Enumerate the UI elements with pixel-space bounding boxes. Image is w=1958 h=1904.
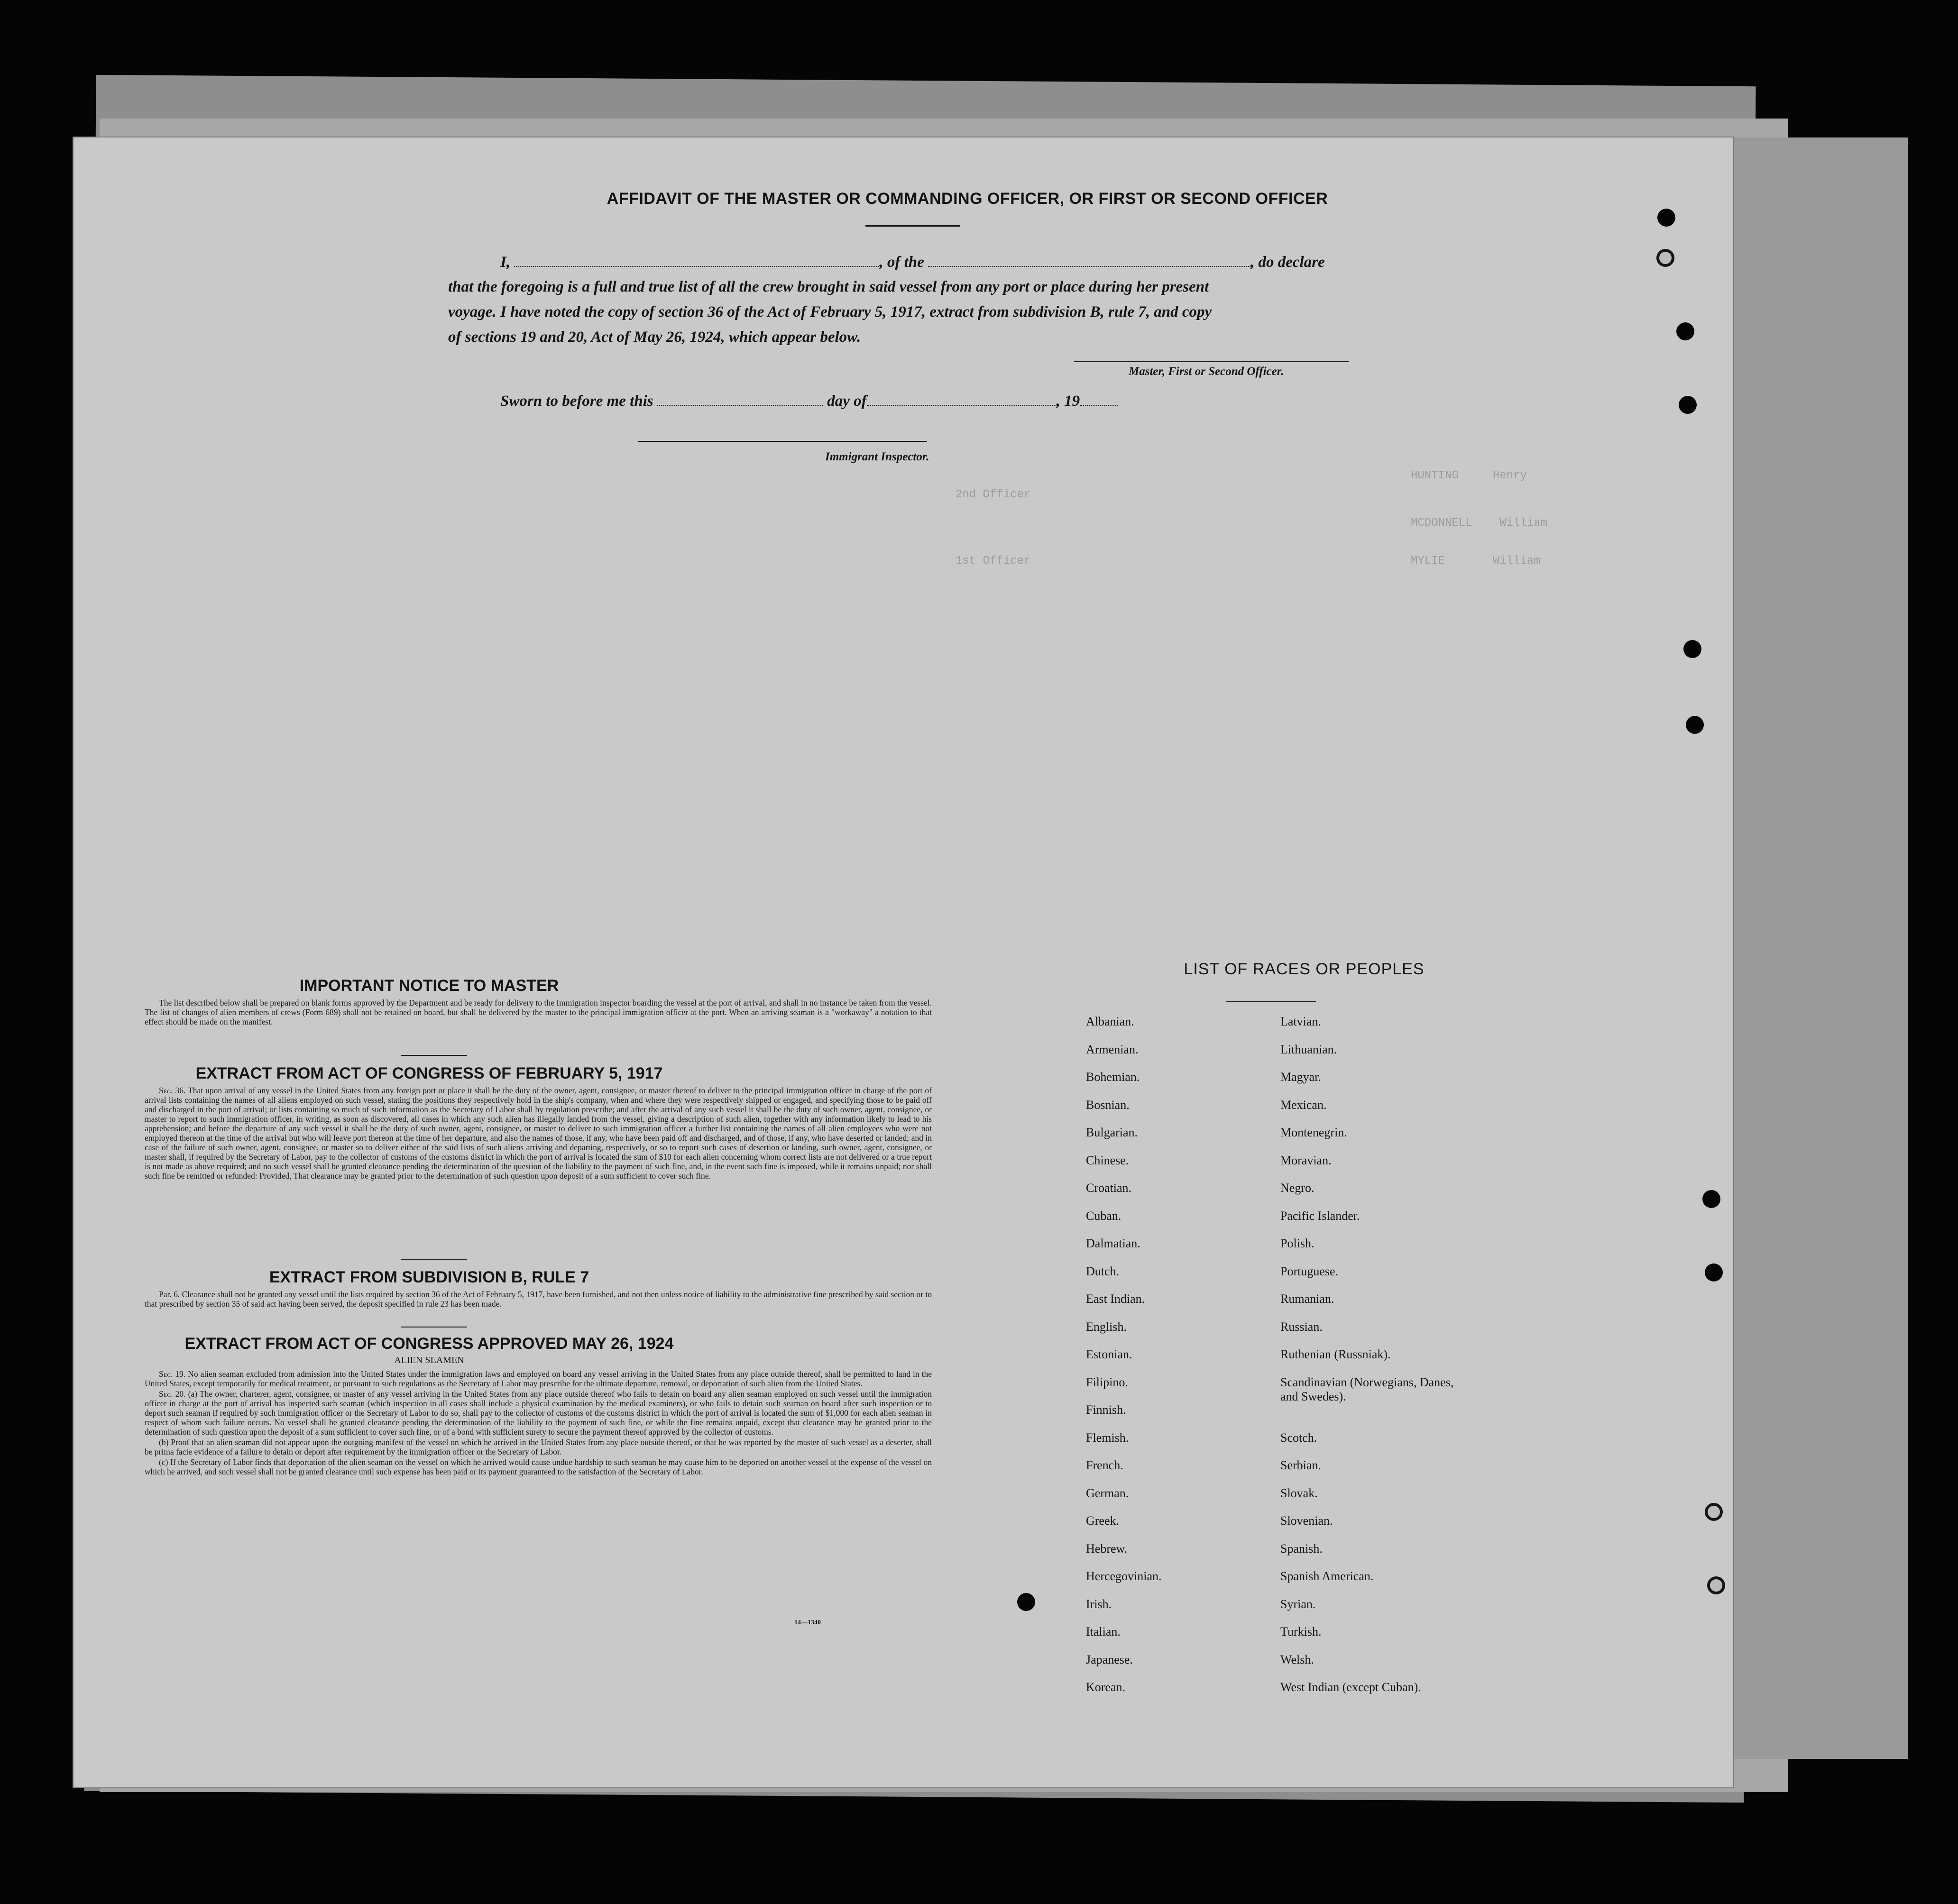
- declaration-line-2: that the foregoing is a full and true list of all the crew brought in said vessel from any port or place during her present: [448, 278, 1209, 295]
- races-title-underline: [1226, 1001, 1316, 1002]
- declaration-line-1: [500, 254, 1325, 271]
- section-divider: [401, 1055, 467, 1056]
- section-36-text: That upon arrival of any vessel in the United States from any foreign port or place it shall be the duty of the owner, agent, consignee, or master thereof to deliver to the principal immigration officer in charge of the port of arrival lists containing the names of all aliens employed on such vessel, stating the positions they respectively hold in the ship's company, when and where they were respectively shipped or engaged, and specifying those to be paid off and discharged in the port of arrival; or lists containing so much of such information as the Secretary of Labor shall by regulation prescribe; and after the arrival of any such vessel it shall be the duty of such owner, agent, consignee, or master to report to such immigration officer, in writing, as soon as discovered, all cases in which any such alien has illegally landed from the vessel, giving a description of such alien, together with any information likely to lead to his apprehension; and before the departure of any such vessel it shall be the duty of such owner, agent, consignee, or master to deliver to such immigration officer a further list containing the names of all alien employees who were not employed thereon at the time of the arrival but who will leave port thereon at the time of her departure, and also the names of those, if any, who have been paid off and discharged, and of those, if any, who have deserted or landed; and in case of the failure of such owner, agent, consignee, or master so to deliver either of the said lists of such aliens arriving and departing, respectively, or so to report such cases of desertion or landing, such owner, agent, consignee, or master shall, if required by the Secretary of Labor, pay to the collector of customs of the customs district in which the port of arrival is located the sum of $10 for each alien concerning whom correct lists are not delivered or a true report is not made as above required; and no such vessel shall be granted clearance pending the determination of the question of the liability to the payment of such fine, and, in the event such fine is imposed, while it remains unpaid; nor shall such fine be remitted or refunded: Provided, That clearance may be granted prior to the determination of such question upon deposit of a sum sufficient to cover such fine.: [145, 1086, 932, 1181]
- race-item: Syrian.: [1280, 1597, 1316, 1611]
- affidavit-title: AFFIDAVIT OF THE MASTER OR COMMANDING OFFICER, OR FIRST OR SECOND OFFICER: [607, 190, 1328, 208]
- race-item: Hercegovinian.: [1086, 1569, 1162, 1583]
- race-item: Slovak.: [1280, 1486, 1318, 1500]
- inspector-label: Immigrant Inspector.: [825, 450, 929, 463]
- declarant-prefix: I,: [500, 254, 511, 271]
- binder-hole: [1679, 396, 1697, 414]
- form-number: 14—1340: [794, 1619, 821, 1626]
- race-item: Estonian.: [1086, 1347, 1132, 1361]
- signature-label: Master, First or Second Officer.: [1129, 365, 1284, 378]
- race-item: Japanese.: [1086, 1652, 1133, 1666]
- bleed-through-text: 2nd Officer: [956, 488, 1031, 501]
- race-item: Bulgarian.: [1086, 1126, 1138, 1139]
- race-item: Moravian.: [1280, 1153, 1332, 1167]
- race-item: Croatian.: [1086, 1181, 1132, 1195]
- sworn-year-prefix: , 19: [1056, 393, 1080, 410]
- race-item: Dutch.: [1086, 1264, 1120, 1278]
- race-item: Armenian.: [1086, 1042, 1139, 1056]
- race-item: Bohemian.: [1086, 1070, 1140, 1084]
- sworn-line: [500, 393, 1118, 410]
- race-item: Mexican.: [1280, 1098, 1327, 1112]
- race-item: Slovenian.: [1280, 1514, 1333, 1528]
- extract-1917-text: [145, 1086, 932, 1181]
- signature-line[interactable]: [1074, 361, 1349, 362]
- section-label: Sec. 19.: [159, 1369, 186, 1379]
- declarant-name-field[interactable]: [514, 255, 879, 267]
- race-item: Polish.: [1280, 1236, 1315, 1250]
- race-item: Chinese.: [1086, 1153, 1129, 1167]
- race-item: Scotch.: [1280, 1430, 1317, 1445]
- extract-1924-text: [145, 1369, 932, 1477]
- race-item: Serbian.: [1280, 1458, 1321, 1472]
- race-item: Korean.: [1086, 1680, 1126, 1694]
- bleed-through-text: MYLIE William: [1411, 555, 1541, 568]
- race-item: Italian.: [1086, 1625, 1121, 1639]
- binder-hole: [1702, 1190, 1720, 1208]
- race-item: Flemish.: [1086, 1430, 1129, 1445]
- notice-title: IMPORTANT NOTICE TO MASTER: [299, 977, 559, 995]
- race-item: Russian.: [1280, 1319, 1323, 1334]
- notice-text: [145, 998, 932, 1027]
- binder-hole: [1686, 716, 1704, 734]
- underlying-sheet-edge: [1707, 137, 1908, 1759]
- notice-paragraph: The list described below shall be prepared on blank forms approved by the Department and be ready for delivery to the Immigration inspector boarding the vessel at the port of arrival, and shall in no instance be taken from the vessel. The list of changes of alien members of crews (Form 689) shall not be retained on board, but shall be delivered by the master to the principal immigration officer at the port. When an arriving seaman is a "workaway" a notation to that effect should be made on the manifest.: [145, 998, 932, 1026]
- section-20a-text: (a) The owner, charterer, agent, consignee, or master of any vessel arriving in the United States from any place outside thereof who fails to detain on board any alien seaman employed on such vessel until the immigration officer in charge at the port of arrival has inspected such seaman (which inspection in all cases shall include a physical examination by the medical examiners), or who fails to detain such seaman on board after such inspection or to deport such seaman if required by such immigration officer or the Secretary of Labor to do so, shall pay to the collector of customs of the customs district in which the port of arrival is located the sum of $1,000 for each alien seaman in respect of whom such failure occurs. No vessel shall be granted clearance pending the determination of the liability to the payment of such fine, or while the fine remains unpaid, except that clearance may be granted prior to the determination of such question upon the deposit of a sum sufficient to cover such fine, or of a bond with sufficient surety to secure the payment thereof approved by the collector of customs.: [145, 1389, 932, 1437]
- race-item: Hebrew.: [1086, 1541, 1128, 1556]
- rule7-paragraph: Par. 6. Clearance shall not be granted any vessel until the lists required by section 36 of the Act of February 5, 1917, have been furnished, and not then unless notice of liability to the administrative fine prescribed by said section or to that prescribed by section 35 of said act having been served, the deposit specified in rule 23 has been made.: [145, 1290, 932, 1309]
- race-item: Irish.: [1086, 1597, 1112, 1611]
- sworn-prefix: Sworn to before me this: [500, 393, 653, 410]
- race-item: Ruthenian (Russniak).: [1280, 1347, 1391, 1361]
- vessel-name-field[interactable]: [928, 255, 1250, 267]
- race-item: Spanish.: [1280, 1541, 1323, 1556]
- race-item: Montenegrin.: [1280, 1126, 1347, 1139]
- race-item: Greek.: [1086, 1514, 1120, 1528]
- race-item: Finnish.: [1086, 1403, 1126, 1417]
- sworn-month-field[interactable]: [867, 394, 1057, 406]
- binder-hole: [1657, 209, 1675, 227]
- binder-hole: [1017, 1593, 1035, 1611]
- race-item: Latvian.: [1280, 1015, 1321, 1028]
- section-label: Sec. 20.: [159, 1389, 186, 1399]
- extract-1917-title: EXTRACT FROM ACT OF CONGRESS OF FEBRUARY 5, 1917: [195, 1064, 663, 1082]
- sworn-day-of: day of: [827, 393, 867, 410]
- binder-hole-ring: [1707, 1576, 1725, 1594]
- binder-hole-ring: [1705, 1503, 1723, 1521]
- race-item: East Indian.: [1086, 1292, 1145, 1306]
- race-item: Lithuanian.: [1280, 1042, 1337, 1056]
- races-left-column: [1086, 1015, 1162, 1708]
- binder-hole: [1683, 640, 1701, 658]
- extract-rule7-text: [145, 1290, 932, 1309]
- race-item: English.: [1086, 1319, 1127, 1334]
- binder-hole: [1676, 322, 1694, 340]
- race-item: Welsh.: [1280, 1652, 1314, 1666]
- section-20b-text: (b) Proof that an alien seaman did not appear upon the outgoing manifest of the vessel on which he arrived in the United States from any place outside thereof, or that he was reported by the master of such vessel as a deserter, shall be prima facie evidence of a failure to detain or deport after requirement by the immigration officer or the Secretary of Labor.: [145, 1437, 932, 1456]
- title-underline: [865, 225, 960, 227]
- section-divider: [401, 1259, 467, 1260]
- race-item: Pacific Islander.: [1280, 1208, 1360, 1223]
- race-item: Negro.: [1280, 1181, 1315, 1195]
- vessel-prefix: , of the: [879, 254, 924, 271]
- extract-rule7-title: EXTRACT FROM SUBDIVISION B, RULE 7: [269, 1268, 589, 1286]
- race-item: German.: [1086, 1486, 1129, 1500]
- section-label: Sec. 36.: [159, 1086, 186, 1095]
- race-item: Bosnian.: [1086, 1098, 1130, 1112]
- extract-1924-title: EXTRACT FROM ACT OF CONGRESS APPROVED MAY 26, 1924: [184, 1335, 674, 1353]
- binder-hole-ring: [1656, 249, 1674, 267]
- race-item: French.: [1086, 1458, 1123, 1472]
- race-item: Rumanian.: [1280, 1292, 1334, 1306]
- races-title: LIST OF RACES OR PEOPLES: [1184, 960, 1425, 978]
- section-20c-text: (c) If the Secretary of Labor finds that deportation of the alien seaman on the vessel on which he arrived would cause undue hardship to such seaman he may cause him to be deported on another vessel at the expense of the vessel on which he arrived, and such vessel shall not be granted clearance until such expense has been paid or its payment guaranteed to the satisfaction of the Secretary of Labor.: [145, 1457, 932, 1476]
- races-right-column: [1280, 1015, 1465, 1708]
- race-item: Portuguese.: [1280, 1264, 1339, 1278]
- race-item: Scandinavian (Norwegians, Danes, and Swedes).: [1280, 1375, 1454, 1403]
- declaration-line-3: voyage. I have noted the copy of section 36 of the Act of February 5, 1917, extract from subdivision B, rule 7, and copy: [448, 303, 1212, 320]
- race-item: Filipino.: [1086, 1375, 1128, 1389]
- race-item: Turkish.: [1280, 1625, 1322, 1639]
- sworn-day-field[interactable]: [657, 394, 823, 406]
- inspector-signature-line[interactable]: [638, 441, 927, 442]
- alien-seamen-subtitle: ALIEN SEAMEN: [394, 1355, 464, 1365]
- race-item: Albanian.: [1086, 1015, 1134, 1028]
- declare-text: , do declare: [1250, 254, 1325, 271]
- section-19-text: No alien seaman excluded from admission into the United States under the immigration laws and employed on board any vessel arriving in the United States from any place outside thereof, shall be permitted to land in the United States, except temporarily for medical treatment, or pursuant to such regulations as the Secretary of Labor may prescribe for the ultimate departure, removal, or deportation of such alien from the United States.: [145, 1369, 932, 1388]
- binder-hole: [1705, 1263, 1723, 1282]
- bleed-through-text: MCDONNELL William: [1411, 517, 1548, 530]
- bleed-through-text: HUNTING Henry: [1411, 469, 1527, 482]
- sworn-year-field[interactable]: [1080, 394, 1118, 406]
- declaration-line-4: of sections 19 and 20, Act of May 26, 1924, which appear below.: [448, 329, 861, 346]
- race-item: Cuban.: [1086, 1208, 1121, 1223]
- race-item: Spanish American.: [1280, 1569, 1374, 1583]
- race-item: Magyar.: [1280, 1070, 1321, 1084]
- bleed-through-text: 1st Officer: [956, 555, 1031, 568]
- form-page: [74, 137, 1733, 1787]
- race-item: Dalmatian.: [1086, 1236, 1140, 1250]
- race-item: West Indian (except Cuban).: [1280, 1680, 1421, 1694]
